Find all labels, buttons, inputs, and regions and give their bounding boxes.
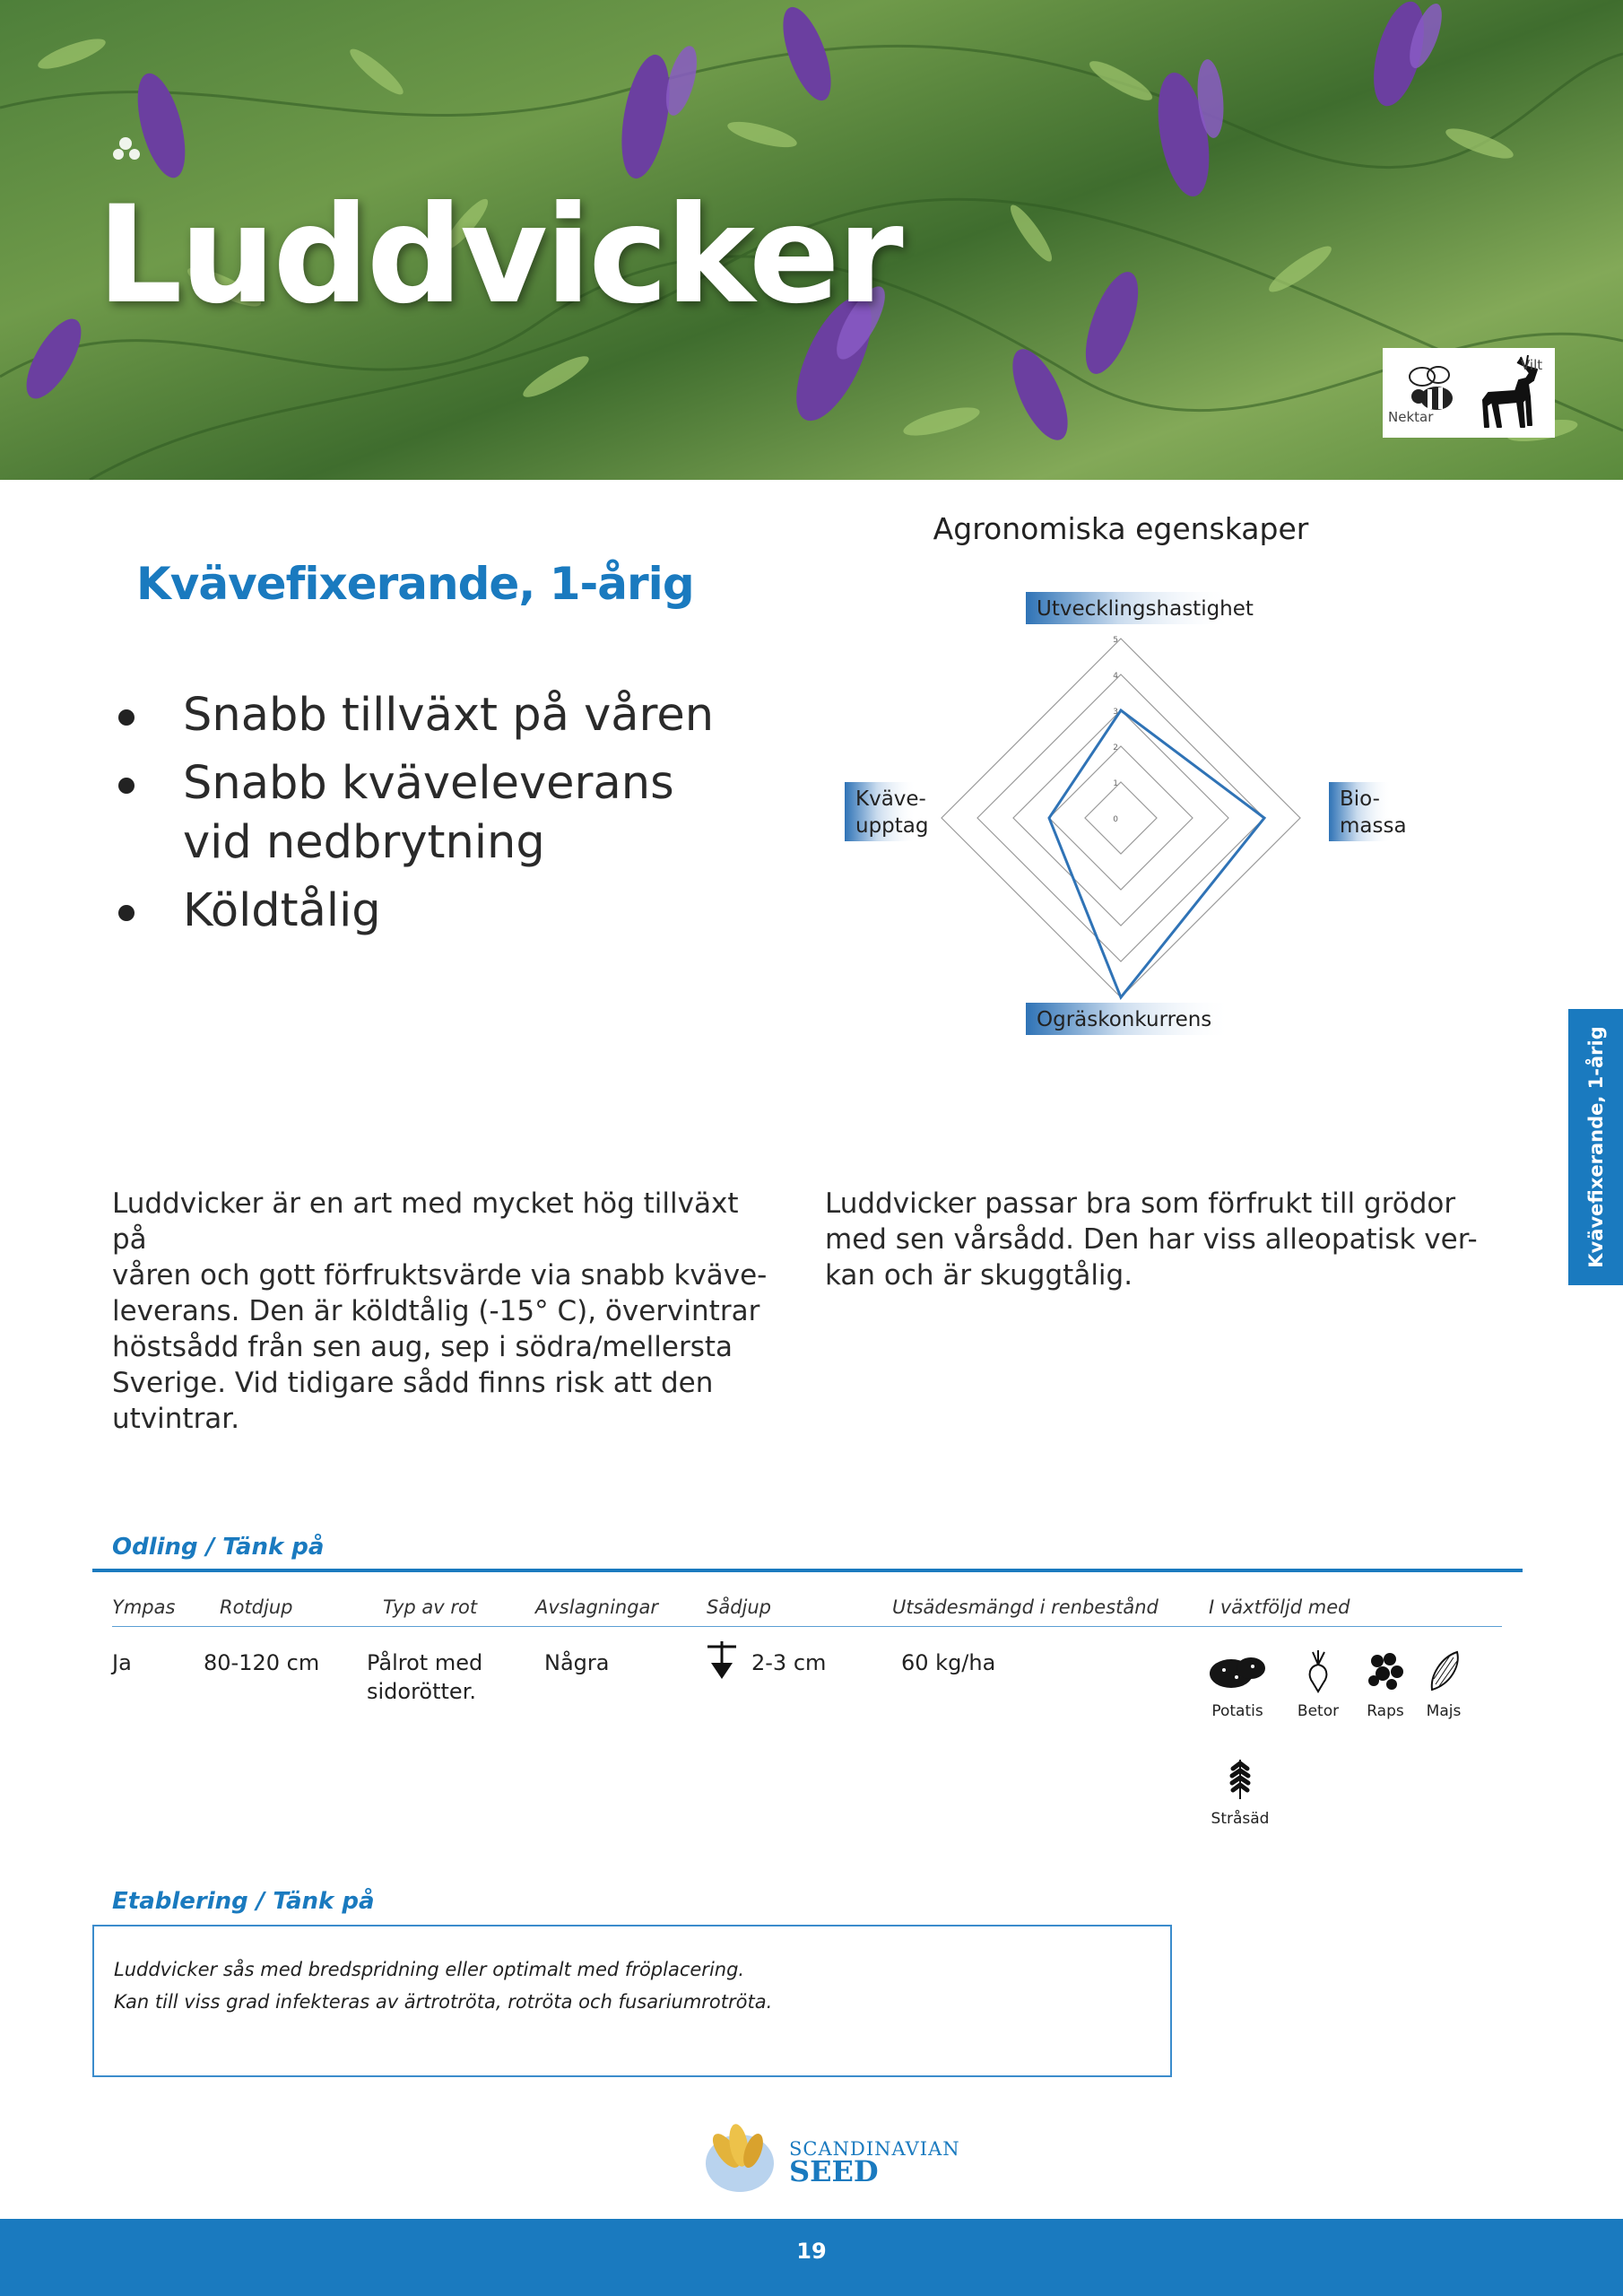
- etablering-text: [114, 1953, 772, 2018]
- bullet-item: [108, 754, 757, 873]
- crop-label: Raps: [1367, 1702, 1404, 1720]
- radar-axis-label: Bio-massa: [1340, 787, 1407, 838]
- page-title: Luddvicker: [97, 178, 901, 334]
- radar-tick-label: 1: [1113, 779, 1118, 788]
- crop-strasad: [1204, 1756, 1276, 1828]
- potato-icon: [1206, 1648, 1269, 1693]
- radar-axis-label: Kväve-upptag: [855, 787, 929, 838]
- radar-tick-label: 3: [1113, 708, 1118, 717]
- odling-divider: [92, 1569, 1523, 1572]
- radar-tick-label: 4: [1113, 672, 1118, 681]
- header-ympas: Ympas: [112, 1596, 176, 1618]
- bullet-text: Snabb tillväxt på våren: [183, 689, 715, 742]
- odling-title: Odling / Tänk på: [112, 1534, 325, 1561]
- header-rotdjup: Rotdjup: [220, 1596, 293, 1618]
- key-points-list: [108, 686, 757, 950]
- page-number: 19: [796, 2239, 827, 2264]
- beet-icon: [1296, 1648, 1341, 1693]
- vilt-label: Vilt: [1521, 357, 1543, 373]
- table-header-line: [112, 1626, 1502, 1627]
- header-avslagningar: Avslagningar: [535, 1596, 659, 1618]
- etablering-line: Luddvicker sås med bredspridning eller optimalt med fröplacering.: [114, 1959, 745, 1980]
- header-utsadesmangd: Utsädesmängd i renbestånd: [892, 1596, 1159, 1618]
- etablering-title: Etablering / Tänk på: [112, 1888, 375, 1915]
- header-vaxtfoljd: I växtföljd med: [1209, 1596, 1350, 1618]
- nektar-label: Nektar: [1388, 409, 1434, 425]
- value-avslagningar: Några: [544, 1650, 610, 1675]
- section-side-tab: [1568, 1009, 1623, 1285]
- radar-tick-label: 5: [1113, 636, 1118, 645]
- scandinavian-seed-logo: [699, 2118, 960, 2196]
- crop-betor: [1282, 1648, 1354, 1720]
- radar-axis-label: Ogräskonkurrens: [1037, 1008, 1212, 1031]
- header-sadjup: Sådjup: [707, 1596, 772, 1618]
- bullet-item: [108, 882, 757, 941]
- category-subtitle: Kvävefixerande, 1-årig: [136, 558, 694, 610]
- value-sadjup: 2-3 cm: [751, 1650, 827, 1675]
- crop-label: Potatis: [1211, 1702, 1263, 1720]
- header-typ-av-rot: Typ av rot: [383, 1596, 478, 1618]
- bullet-item: [108, 686, 757, 745]
- description-left: Luddvicker är en art med mycket hög tillväxt på våren och gott förfruktsvärde via snabb kväve- leverans. Den är köldtålig (-15° C), övervintrar höstsådd från sen aug, sep i södra/mellersta Sverige. Vid tidigare sådd finns risk att den utvintrar.: [112, 1187, 768, 1435]
- value-rotdjup: 80-120 cm: [204, 1650, 320, 1675]
- radar-axis-label: Utvecklingshastighet: [1037, 597, 1254, 621]
- crop-potatis: [1202, 1648, 1273, 1720]
- footer-bar: [0, 2219, 1623, 2296]
- side-tab-label: Kvävefixerande, 1-årig: [1584, 1026, 1607, 1268]
- etablering-line: Kan till viss grad infekteras av ärtrotröta, rotröta och fusariumrotröta.: [114, 1991, 773, 2013]
- chart-title: Agronomiska egenskaper: [933, 511, 1309, 546]
- crop-majs: [1408, 1648, 1480, 1720]
- seed-depth-icon: [704, 1641, 740, 1681]
- rapeseed-icon: [1363, 1648, 1408, 1693]
- crop-label: Stråsäd: [1211, 1810, 1270, 1828]
- crop-label: Majs: [1426, 1702, 1462, 1720]
- hero-photo: [0, 0, 1623, 480]
- description-right: Luddvicker passar bra som förfrukt till grödor med sen vårsådd. Den har viss alleopatisk ver- kan och är skuggtålig.: [825, 1187, 1478, 1292]
- bullet-text: Köldtålig: [183, 884, 381, 937]
- wildlife-badge: [1383, 348, 1555, 438]
- bullet-text: Snabb kväveleverans vid nedbrytning: [183, 757, 674, 869]
- agronomic-radar-chart: [834, 583, 1408, 1049]
- crop-label: Betor: [1297, 1702, 1340, 1720]
- radar-grid-ring: [1085, 782, 1157, 854]
- radar-tick-label: 2: [1113, 744, 1118, 752]
- logo-line2: SEED: [789, 2154, 879, 2188]
- radar-grid-ring: [977, 674, 1264, 961]
- seed-logo-icon: [699, 2118, 780, 2196]
- grain-icon: [1218, 1756, 1263, 1801]
- logo-line1: SCANDINAVIAN: [789, 2138, 960, 2160]
- value-ympas: Ja: [112, 1650, 132, 1675]
- corn-icon: [1421, 1648, 1466, 1693]
- value-utsadesmangd: 60 kg/ha: [901, 1650, 996, 1675]
- radar-tick-label: 0: [1113, 815, 1118, 824]
- value-typ-av-rot: Pålrot med sidorötter.: [367, 1650, 483, 1704]
- etablering-box: [92, 1925, 1172, 2077]
- radar-grid-ring: [942, 639, 1300, 997]
- radar-grid-ring: [1013, 710, 1228, 926]
